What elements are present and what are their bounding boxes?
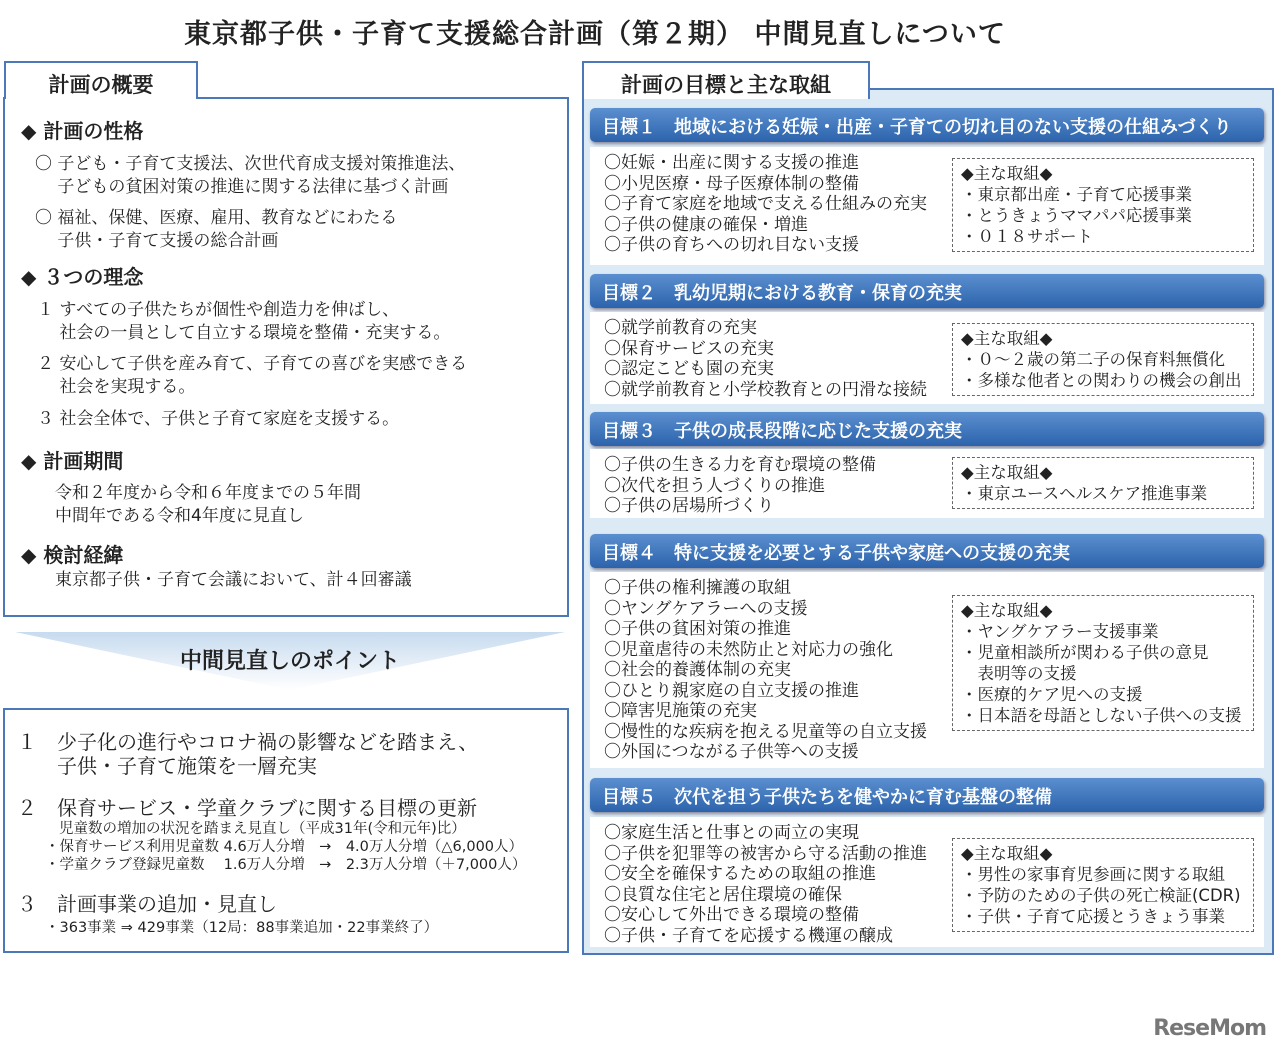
review-points-panel [3, 708, 569, 953]
main-initiative: 表明等の支援 [961, 664, 1077, 683]
goal-item: 〇外国につながる子供等への支援 [604, 742, 859, 762]
point-3-detail: ・363事業 ⇒ 429事業（12局：88事業追加・22事業終了） [45, 920, 439, 936]
goal-item: 〇妊娠・出産に関する支援の推進 [604, 153, 859, 173]
goal-item: 〇子供の貧困対策の推進 [604, 619, 791, 639]
tab-goals: 計画の目標と主な取組 [582, 61, 870, 99]
point-1: 子供・子育て施策を一層充実 [17, 754, 317, 778]
goal-header: 目標５ 次代を担う子供たちを健やかに育む基盤の整備 [590, 778, 1264, 812]
goal-item: 〇子供・子育てを応援する機運の醸成 [604, 925, 893, 946]
point-2-detail: 児童数の増加の状況を踏まえ見直し（平成31年(令和元年)比） [59, 821, 466, 837]
idea-line: １ すべての子供たちが個性や創造力を伸ばし、 [37, 300, 400, 320]
main-initiative: ・東京都出産・子育て応援事業 [961, 185, 1192, 204]
main-initiative: ・０１８サポート [961, 227, 1093, 246]
tab-overview: 計画の概要 [4, 61, 198, 99]
page-title: 東京都子供・子育て支援総合計画（第２期） 中間見直しについて [184, 19, 1006, 50]
point-2: ２ 保育サービス・学童クラブに関する目標の更新 [17, 796, 477, 820]
goal-body [590, 449, 1264, 518]
goal-item: 〇子供を犯罪等の被害から守る活動の推進 [604, 843, 927, 864]
nature-line: 〇 子ども・子育て支援法、次世代育成支援対策推進法、 [35, 154, 466, 174]
goal-item: 〇ヤングケアラーへの支援 [604, 598, 808, 619]
main-initiatives-box [952, 457, 1254, 509]
goal-body [590, 572, 1264, 768]
main-initiatives-box [952, 323, 1254, 396]
goal-item: 〇子供の健康の確保・増進 [604, 214, 808, 235]
main-initiative: ・とうきょうママパパ応援事業 [961, 206, 1192, 225]
idea-line: ３ 社会全体で、子供と子育て家庭を支援する。 [37, 409, 400, 429]
main-initiative: ・東京ユースヘルスケア推進事業 [961, 484, 1208, 503]
main-initiative: ・児童相談所が関わる子供の意見 [961, 643, 1209, 662]
main-initiatives-label: ◆主な取組◆ [961, 329, 1053, 348]
goal-header: 目標４ 特に支援を必要とする子供や家庭への支援の充実 [590, 534, 1264, 568]
goal-item: 〇良質な住宅と居住環境の確保 [604, 884, 842, 905]
goal-item: 〇子供の権利擁護の取組 [604, 578, 791, 598]
period-heading: ◆ 計画期間 [21, 449, 124, 473]
main-initiative: ・予防のための子供の死亡検証(CDR) [961, 886, 1241, 905]
goal-item: 〇安全を確保するための取組の推進 [604, 864, 876, 884]
goal-item: 〇認定こども園の充実 [604, 359, 774, 379]
main-initiative: ・子供・子育て応援とうきょう事業 [961, 907, 1225, 926]
goal-item: 〇子供の生きる力を育む環境の整備 [604, 455, 876, 475]
period-line: 中間年である令和4年度に見直し [55, 506, 304, 526]
period-line: 令和２年度から令和６年度までの５年間 [55, 483, 361, 503]
goal-item: 〇社会的養護体制の充実 [604, 660, 791, 680]
overview-panel [3, 97, 569, 617]
resemom-logo: ReseMom [1153, 1016, 1266, 1041]
main-initiative: ・男性の家事育児参画に関する取組 [961, 865, 1225, 884]
main-initiative: ・日本語を母語としない子供への支援 [961, 706, 1242, 725]
goal-header: 目標１ 地域における妊娠・出産・子育ての切れ目のない支援の仕組みづくり [590, 108, 1264, 142]
main-initiatives-box [952, 595, 1254, 731]
main-initiatives-box [952, 838, 1254, 932]
goal-item: 〇次代を担う人づくりの推進 [604, 475, 825, 496]
main-initiatives-label: ◆主な取組◆ [961, 601, 1053, 620]
goal-item: 〇慢性的な疾病を抱える児童等の自立支援 [604, 721, 927, 742]
main-initiative: ・０～２歳の第二子の保育料無償化 [961, 350, 1225, 369]
main-initiatives-label: ◆主な取組◆ [961, 164, 1053, 183]
ideas-heading: ◆ ３つの理念 [21, 265, 144, 289]
idea-line: ２ 安心して子供を産み育て、子育ての喜びを実感できる [37, 354, 468, 374]
nature-line: 〇 福祉、保健、医療、雇用、教育などにわたる [35, 208, 398, 228]
goal-body [590, 817, 1264, 947]
review-points-banner [15, 632, 565, 690]
point-1: １ 少子化の進行やコロナ禍の影響などを踏まえ、 [17, 730, 479, 754]
main-initiatives-label: ◆主な取組◆ [961, 844, 1053, 863]
goal-item: 〇就学前教育と小学校教育との円滑な接続 [604, 379, 927, 400]
goal-item: 〇保育サービスの充実 [604, 338, 774, 359]
idea-line: 社会の一員として自立する環境を整備・充実する。 [37, 323, 451, 343]
main-initiative: ・多様な他者との関わりの機会の創出 [961, 371, 1242, 390]
goals-panel [582, 88, 1274, 955]
goal-body [590, 312, 1264, 404]
main-initiatives-label: ◆主な取組◆ [961, 463, 1053, 482]
goal-item: 〇小児医療・母子医療体制の整備 [604, 173, 859, 194]
goal-item: 〇子供の育ちへの切れ目ない支援 [604, 235, 859, 255]
banner-title: 中間見直しのポイント [179, 649, 400, 674]
main-initiative: ・医療的ケア児への支援 [961, 685, 1143, 704]
goal-item: 〇ひとり親家庭の自立支援の推進 [604, 680, 859, 701]
goal-item: 〇子育て家庭を地域で支える仕組みの充実 [604, 194, 927, 214]
review-line: 東京都子供・子育て会議において、計４回審議 [55, 570, 412, 590]
goal-item: 〇児童虐待の未然防止と対応力の強化 [604, 639, 893, 660]
nature-heading: ◆ 計画の性格 [21, 119, 144, 143]
main-initiatives-box [952, 158, 1254, 252]
goal-item: 〇安心して外出できる環境の整備 [604, 905, 859, 925]
goal-item: 〇就学前教育の充実 [604, 318, 757, 338]
main-initiative: ・ヤングケアラー支援事業 [961, 622, 1159, 641]
goal-header: 目標２ 乳幼児期における教育・保育の充実 [590, 274, 1264, 308]
point-3: ３ 計画事業の追加・見直し [17, 892, 277, 916]
point-2-detail: ・学童クラブ登録児童数 1.6万人分増 → 2.3万人分増（＋7,000人） [45, 857, 527, 873]
goal-item: 〇家庭生活と仕事との両立の実現 [604, 823, 859, 843]
idea-line: 社会を実現する。 [37, 377, 196, 397]
goal-item: 〇障害児施策の充実 [604, 701, 757, 721]
review-heading: ◆ 検討経緯 [21, 543, 124, 567]
goal-header: 目標３ 子供の成長段階に応じた支援の充実 [590, 412, 1264, 446]
goal-body [590, 147, 1264, 265]
nature-line: 子供・子育て支援の総合計画 [35, 231, 279, 251]
nature-line: 子どもの貧困対策の推進に関する法律に基づく計画 [35, 177, 449, 197]
goal-item: 〇子供の居場所づくり [604, 496, 774, 516]
point-2-detail: ・保育サービス利用児童数 4.6万人分増 → 4.0万人分増（△6,000人） [45, 839, 524, 855]
